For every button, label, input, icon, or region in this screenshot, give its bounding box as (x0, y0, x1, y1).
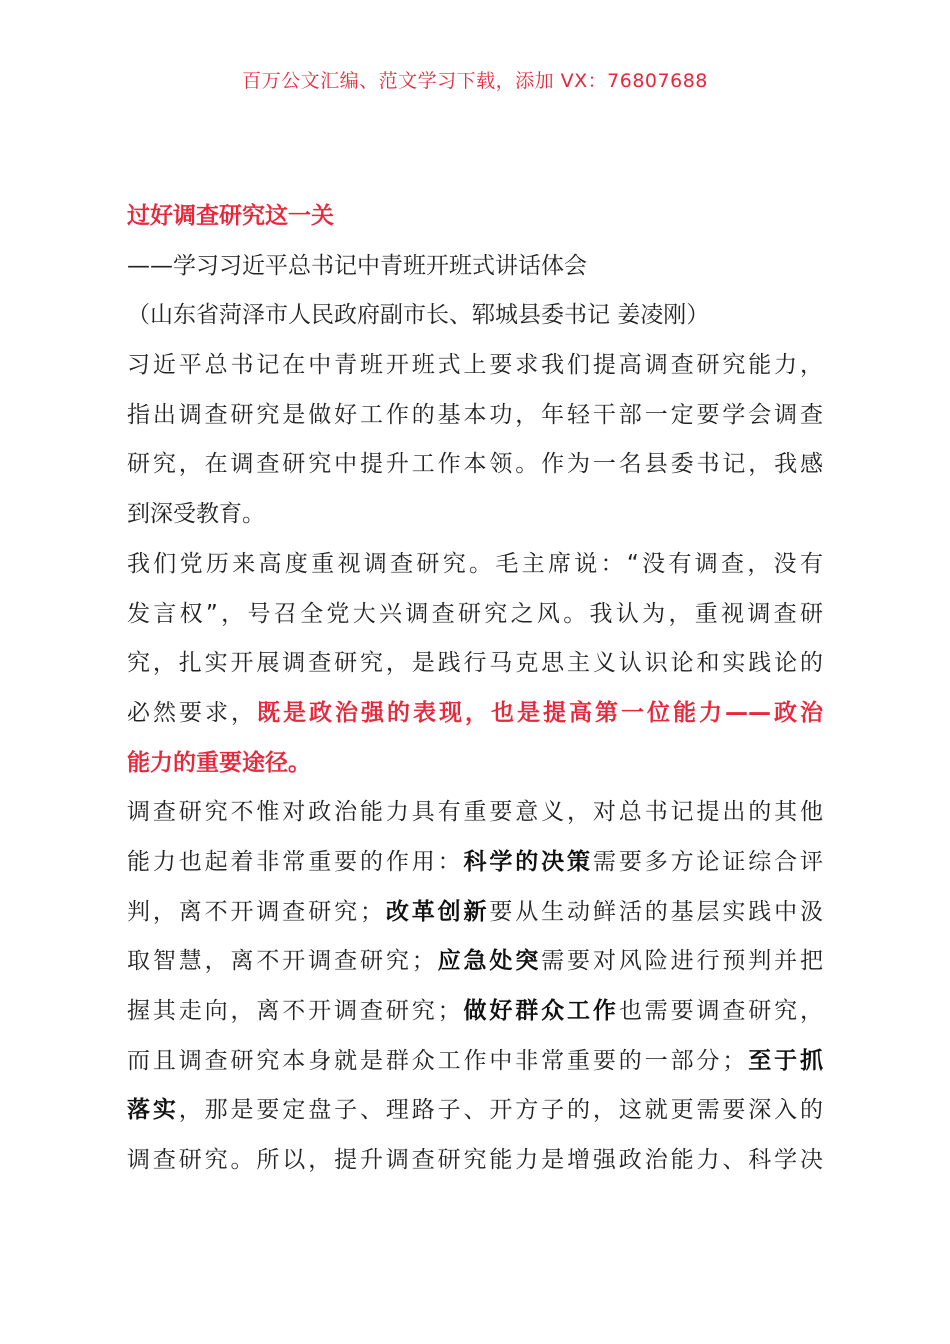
paragraph-line: 研究，在调查研究中提升工作本领。作为一名县委书记，我感 (127, 451, 823, 478)
paragraph-line (127, 1037, 823, 1087)
paragraph-1 (127, 341, 823, 540)
plain-text: 也需要调查研究， (618, 998, 823, 1024)
plain-text: 能力也起着非常重要的作用： (127, 848, 464, 875)
article-body (127, 192, 823, 1186)
paragraph-line (127, 937, 823, 987)
article-subtitle: ——学习习近平总书记中青班开班式讲话体会 (127, 252, 587, 279)
paragraph-line: 我们党历来高度重视调查研究。毛主席说：“没有调查，没有 (127, 550, 823, 577)
plain-text: 需要多方论证综合评 (592, 848, 823, 875)
paragraph-line (127, 888, 823, 938)
bold-term: 做好群众工作 (460, 998, 619, 1024)
plain-text: 判，离不开调查研究； (127, 898, 383, 925)
highlight-text: 既是政治强的表现，也是提高第一位能力——政治 (257, 699, 823, 726)
paragraph-line: 习近平总书记在中青班开班式上要求我们提高调查研究能力， (127, 352, 823, 379)
plain-text: 取智慧，离不开调查研究； (127, 948, 435, 975)
bold-term: 应急处突 (434, 948, 542, 975)
paragraph-3 (127, 788, 823, 1186)
paragraph-line: 究，扎实开展调查研究，是践行马克思主义认识论和实践论的 (127, 650, 823, 677)
bold-term: 改革创新 (382, 898, 490, 925)
paragraph-line: 调查研究不惟对政治能力具有重要意义，对总书记提出的其他 (127, 799, 823, 826)
paragraph-line: 发言权”，号召全党大兴调查研究之风。我认为，重视调查研 (127, 600, 823, 627)
bold-term: 至于抓 (745, 1047, 823, 1074)
plain-text: 需要对风险进行预判并把 (541, 948, 823, 975)
paragraph-line (127, 689, 823, 739)
plain-text: 要从生动鲜活的基层实践中汲 (489, 898, 823, 925)
article-title: 过好调查研究这一关 (127, 203, 334, 229)
paragraph-line: 到深受教育。 (127, 501, 265, 528)
paragraph-2 (127, 540, 823, 788)
paragraph-line: 指出调查研究是做好工作的基本功，年轻干部一定要学会调查 (127, 401, 823, 428)
paragraph-line (127, 987, 823, 1037)
plain-text: 而且调查研究本身就是群众工作中非常重要的一部分； (127, 1047, 746, 1074)
article-author: （山东省菏泽市人民政府副市长、郓城县委书记 姜凌刚） (127, 302, 710, 329)
highlight-line: 能力的重要途径。 (127, 749, 311, 776)
paragraph-line (127, 838, 823, 888)
plain-text: 必然要求， (127, 699, 257, 726)
plain-text: ，那是要定盘子、理路子、开方子的，这就更需要深入的 (178, 1097, 823, 1124)
download-notice: 百万公文汇编、范文学习下载，添加 VX：76807688 (242, 70, 708, 92)
bold-term: 落实 (127, 1097, 179, 1124)
plain-text: 握其走向，离不开调查研究； (127, 998, 461, 1024)
paragraph-line: 调查研究。所以，提升调查研究能力是增强政治能力、科学决 (127, 1147, 823, 1174)
bold-term: 科学的决策 (463, 848, 593, 875)
paragraph-line (127, 1086, 823, 1136)
